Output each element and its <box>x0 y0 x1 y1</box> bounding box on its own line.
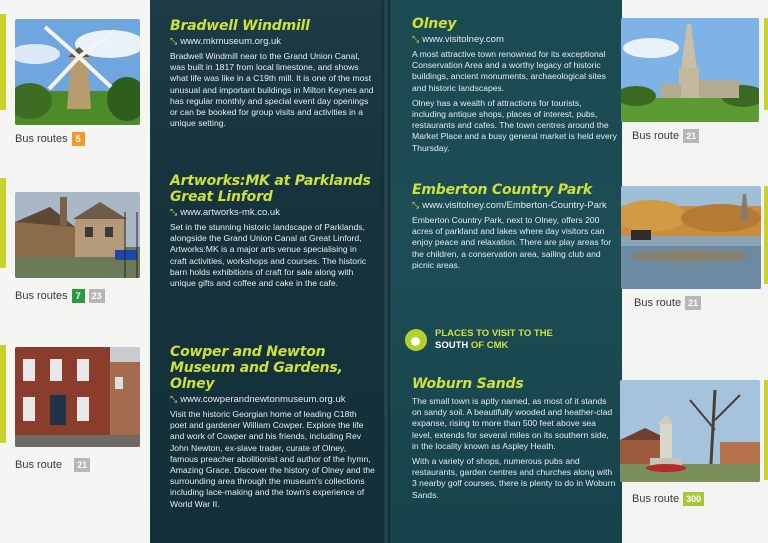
entry-url-text[interactable]: www.artworks-mk.co.uk <box>180 207 280 218</box>
bus-route-badge: 300 <box>683 492 704 506</box>
places-heading-line1: PLACES TO VISIT TO THE <box>435 328 553 339</box>
bus-routes-label: Bus routes <box>15 290 68 302</box>
entry-url-text[interactable]: www.visitolney.com <box>422 34 504 45</box>
entry-title: Woburn Sands <box>412 376 524 392</box>
accent-strip <box>0 14 6 110</box>
entry-title: Cowper and Newton Museum and Gardens, Olney <box>170 344 343 392</box>
page-fold <box>382 0 390 543</box>
accent-strip <box>764 380 768 480</box>
bus-routes-label: Bus route <box>632 493 680 505</box>
artworks-parklands-photo <box>15 192 140 278</box>
bus-routes-label: Bus route <box>632 130 680 142</box>
entry-body: The small town is aptly named, as most of it stands on sandy soil. A beautifully wooded and heather-clad expanse, rising to more than 500 feet above sea level, extends for several miles on its southern side, in the locality known as Aspley Heath. <box>412 396 613 451</box>
places-heading-rest: OF CMK <box>468 340 509 351</box>
entry-bradwell <box>170 18 375 129</box>
bus-routes-woburn <box>632 492 704 506</box>
entry-url[interactable] <box>170 207 375 218</box>
entry-body: Set in the stunning historic landscape of Parklands, alongside the Grand Union Canal at Great Linford, Artworks:MK is a major arts venue specialising in craft activities, workshops and courses. The historic barn holds exhibitions of craft for sale along with unique gifts and coffee and cake in the cafe. <box>170 222 367 289</box>
bus-route-badge: 5 <box>72 132 85 146</box>
entry-emberton <box>412 182 619 271</box>
bus-routes-emberton <box>634 296 701 310</box>
accent-strip <box>0 178 6 268</box>
accent-strip <box>0 345 6 443</box>
entry-url[interactable] <box>170 394 375 405</box>
entry-url-text[interactable]: www.cowperandnewtonmuseum.org.uk <box>180 394 346 405</box>
bradwell-windmill-photo <box>15 19 140 125</box>
places-heading-south: SOUTH <box>435 340 469 351</box>
accent-strip <box>764 186 768 284</box>
entry-url-text[interactable]: www.visitolney.com/Emberton-Country-Park <box>422 200 607 211</box>
bus-routes-olney <box>632 129 699 143</box>
entry-body: A most attractive town renowned for its exceptional Conservation Area and a worthy legacy of historic buildings, ancient monuments, archaeological sites and historic landscapes. <box>412 49 606 93</box>
entry-body: Bradwell Windmill near to the Grand Union Canal, was built in 1817 from local limestone, and shows what life was like in a C19th mill. It is one of the most unusual and important buildings in Milton Keynes and has regular monthly and special event day openings or can be booked for group visits and activities in a unique setting. <box>170 51 374 129</box>
entry-title: Olney <box>412 16 457 32</box>
entry-url[interactable] <box>412 34 617 45</box>
bus-routes-bradwell <box>15 132 85 146</box>
emberton-park-lake-photo <box>621 186 761 289</box>
places-south-heading <box>405 328 553 352</box>
bus-routes-artworks <box>15 289 105 303</box>
woburn-sands-memorial-photo <box>620 380 760 482</box>
bus-route-badge: 21 <box>685 296 701 310</box>
entry-title: Bradwell Windmill <box>170 18 310 34</box>
cowper-newton-museum-photo <box>15 347 140 447</box>
entry-body: Visit the historic Georgian home of leading C18th poet and gardener William Cowper. Explore the life and work of Cowper and his friends, including Rev John Newton, ex-slave trader, curate of Olney, famous preacher abolitionist and author of the hymn, Amazing Grace. Discover the history of Olney and the surrounding area through the museum's collections including lace-making and the town's experience of World War II. <box>170 409 375 509</box>
mouse-cursor-icon: ⤡ <box>170 207 178 217</box>
bus-route-badge: 23 <box>89 289 105 303</box>
bus-route-badge: 21 <box>74 458 90 472</box>
entry-woburn <box>412 376 617 501</box>
entry-url[interactable] <box>170 36 375 47</box>
mouse-cursor-icon: ⤡ <box>170 394 178 404</box>
bus-routes-label: Bus routes <box>15 133 68 145</box>
mouse-cursor-icon: ⤡ <box>412 200 420 210</box>
entry-title: Artworks:MK at Parklands Great Linford <box>170 173 371 205</box>
entry-body: Emberton Country Park, next to Olney, offers 200 acres of parkland and lakes where day visitors can enjoy peace and relaxation. There are play areas for the children, a conservation area, sailing club and picnic areas. <box>412 215 612 270</box>
location-dot-icon <box>405 329 427 351</box>
mouse-cursor-icon: ⤡ <box>412 34 420 44</box>
bus-routes-cowper <box>15 458 90 472</box>
bus-routes-label: Bus route <box>634 297 682 309</box>
entry-cowper <box>170 344 375 510</box>
entry-title: Emberton Country Park <box>412 182 592 198</box>
entry-url-text[interactable]: www.mkmuseum.org.uk <box>180 36 282 47</box>
entry-url[interactable] <box>412 200 619 211</box>
mouse-cursor-icon: ⤡ <box>170 36 178 46</box>
entry-artworks <box>170 173 375 289</box>
entry-body: With a variety of shops, numerous pubs and restaurants, garden centres and churches along with 3 nearby golf courses, there is plenty to do in Woburn Sands. <box>412 456 616 500</box>
bus-route-badge: 7 <box>72 289 85 303</box>
bus-routes-label: Bus route <box>15 459 63 471</box>
bus-route-badge: 21 <box>683 129 699 143</box>
entry-olney <box>412 16 617 154</box>
accent-strip <box>764 18 768 110</box>
olney-church-photo <box>621 18 759 122</box>
entry-body: Olney has a wealth of attractions for tourists, including antique shops, places of interest, pubs, restaurants and cafes. The town centres around the Market Place and a busy general market is held every Thursday. <box>412 97 617 153</box>
